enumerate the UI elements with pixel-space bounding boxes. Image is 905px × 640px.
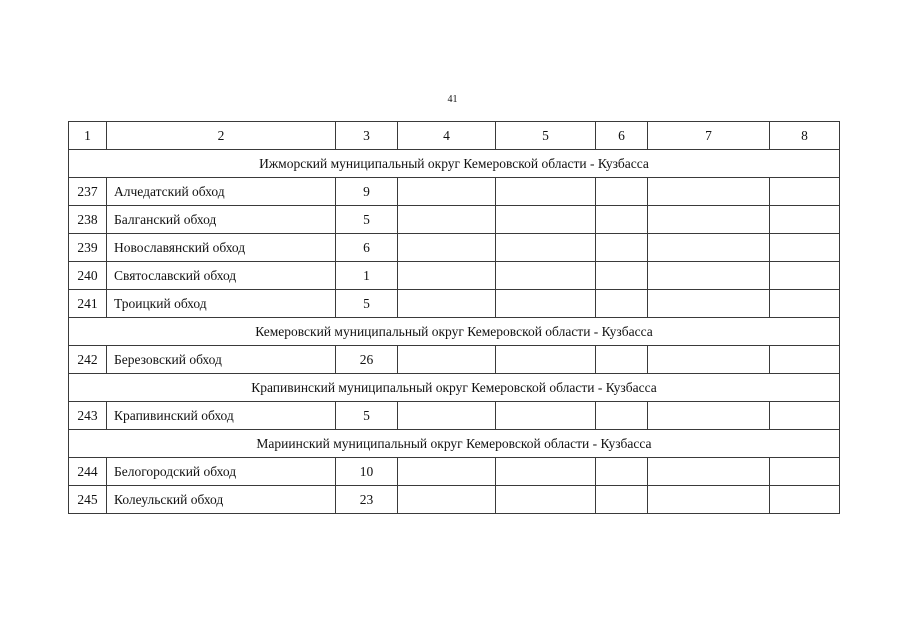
row-name-cell: Белогородский обход — [107, 458, 336, 486]
empty-cell — [770, 206, 840, 234]
row-number-cell: 237 — [69, 178, 107, 206]
empty-cell — [398, 290, 496, 318]
empty-cell — [648, 262, 770, 290]
header-cell: 1 — [69, 122, 107, 150]
empty-cell — [770, 402, 840, 430]
row-number-cell: 245 — [69, 486, 107, 514]
row-name-cell: Новославянский обход — [107, 234, 336, 262]
empty-cell — [648, 178, 770, 206]
row-col3-cell: 6 — [336, 234, 398, 262]
empty-cell — [398, 234, 496, 262]
header-cell: 7 — [648, 122, 770, 150]
header-cell: 2 — [107, 122, 336, 150]
empty-cell — [648, 346, 770, 374]
empty-cell — [398, 346, 496, 374]
empty-cell — [770, 290, 840, 318]
table-row — [69, 262, 840, 290]
empty-cell — [596, 178, 648, 206]
empty-cell — [496, 458, 596, 486]
empty-cell — [398, 262, 496, 290]
column-number-row — [69, 122, 840, 150]
row-number-cell: 242 — [69, 346, 107, 374]
row-col3-cell: 5 — [336, 290, 398, 318]
empty-cell — [398, 206, 496, 234]
empty-cell — [596, 458, 648, 486]
empty-cell — [770, 234, 840, 262]
row-col3-cell: 5 — [336, 206, 398, 234]
row-col3-cell: 9 — [336, 178, 398, 206]
row-name-cell: Балганский обход — [107, 206, 336, 234]
table-row — [69, 346, 840, 374]
row-name-cell: Крапивинский обход — [107, 402, 336, 430]
section-header-row — [69, 150, 840, 178]
row-number-cell: 238 — [69, 206, 107, 234]
row-col3-cell: 26 — [336, 346, 398, 374]
empty-cell — [496, 290, 596, 318]
table-row — [69, 178, 840, 206]
row-col3-cell: 1 — [336, 262, 398, 290]
empty-cell — [770, 346, 840, 374]
empty-cell — [398, 486, 496, 514]
header-cell: 3 — [336, 122, 398, 150]
empty-cell — [596, 206, 648, 234]
empty-cell — [496, 262, 596, 290]
row-name-cell: Колеульский обход — [107, 486, 336, 514]
row-name-cell: Алчедатский обход — [107, 178, 336, 206]
empty-cell — [496, 178, 596, 206]
header-cell: 8 — [770, 122, 840, 150]
empty-cell — [596, 290, 648, 318]
empty-cell — [596, 234, 648, 262]
row-name-cell: Березовский обход — [107, 346, 336, 374]
page-number: 41 — [447, 94, 458, 105]
header-cell: 4 — [398, 122, 496, 150]
empty-cell — [596, 262, 648, 290]
row-number-cell: 240 — [69, 262, 107, 290]
header-cell: 6 — [596, 122, 648, 150]
row-col3-cell: 23 — [336, 486, 398, 514]
row-col3-cell: 5 — [336, 402, 398, 430]
section-title: Крапивинский муниципальный округ Кемеровской области - Кузбасса — [69, 374, 840, 402]
header-cell: 5 — [496, 122, 596, 150]
table-row — [69, 234, 840, 262]
empty-cell — [398, 402, 496, 430]
table-row — [69, 206, 840, 234]
empty-cell — [648, 402, 770, 430]
section-header-row — [69, 430, 840, 458]
empty-cell — [496, 206, 596, 234]
table-row — [69, 458, 840, 486]
section-header-row — [69, 318, 840, 346]
empty-cell — [398, 178, 496, 206]
section-title: Мариинский муниципальный округ Кемеровской области - Кузбасса — [69, 430, 840, 458]
section-title: Ижморский муниципальный округ Кемеровской области - Кузбасса — [69, 150, 840, 178]
row-name-cell: Святославский обход — [107, 262, 336, 290]
document-table — [68, 121, 840, 514]
row-number-cell: 241 — [69, 290, 107, 318]
empty-cell — [770, 262, 840, 290]
empty-cell — [596, 486, 648, 514]
empty-cell — [496, 346, 596, 374]
empty-cell — [398, 458, 496, 486]
empty-cell — [770, 486, 840, 514]
row-name-cell: Троицкий обход — [107, 290, 336, 318]
table-row — [69, 402, 840, 430]
empty-cell — [648, 458, 770, 486]
empty-cell — [496, 486, 596, 514]
table-row — [69, 290, 840, 318]
empty-cell — [770, 458, 840, 486]
empty-cell — [770, 178, 840, 206]
section-header-row — [69, 374, 840, 402]
empty-cell — [648, 486, 770, 514]
empty-cell — [648, 234, 770, 262]
empty-cell — [596, 346, 648, 374]
row-number-cell: 243 — [69, 402, 107, 430]
table-row — [69, 486, 840, 514]
empty-cell — [496, 234, 596, 262]
row-col3-cell: 10 — [336, 458, 398, 486]
empty-cell — [648, 290, 770, 318]
row-number-cell: 244 — [69, 458, 107, 486]
empty-cell — [648, 206, 770, 234]
section-title: Кемеровский муниципальный округ Кемеровской области - Кузбасса — [69, 318, 840, 346]
empty-cell — [596, 402, 648, 430]
row-number-cell: 239 — [69, 234, 107, 262]
empty-cell — [496, 402, 596, 430]
